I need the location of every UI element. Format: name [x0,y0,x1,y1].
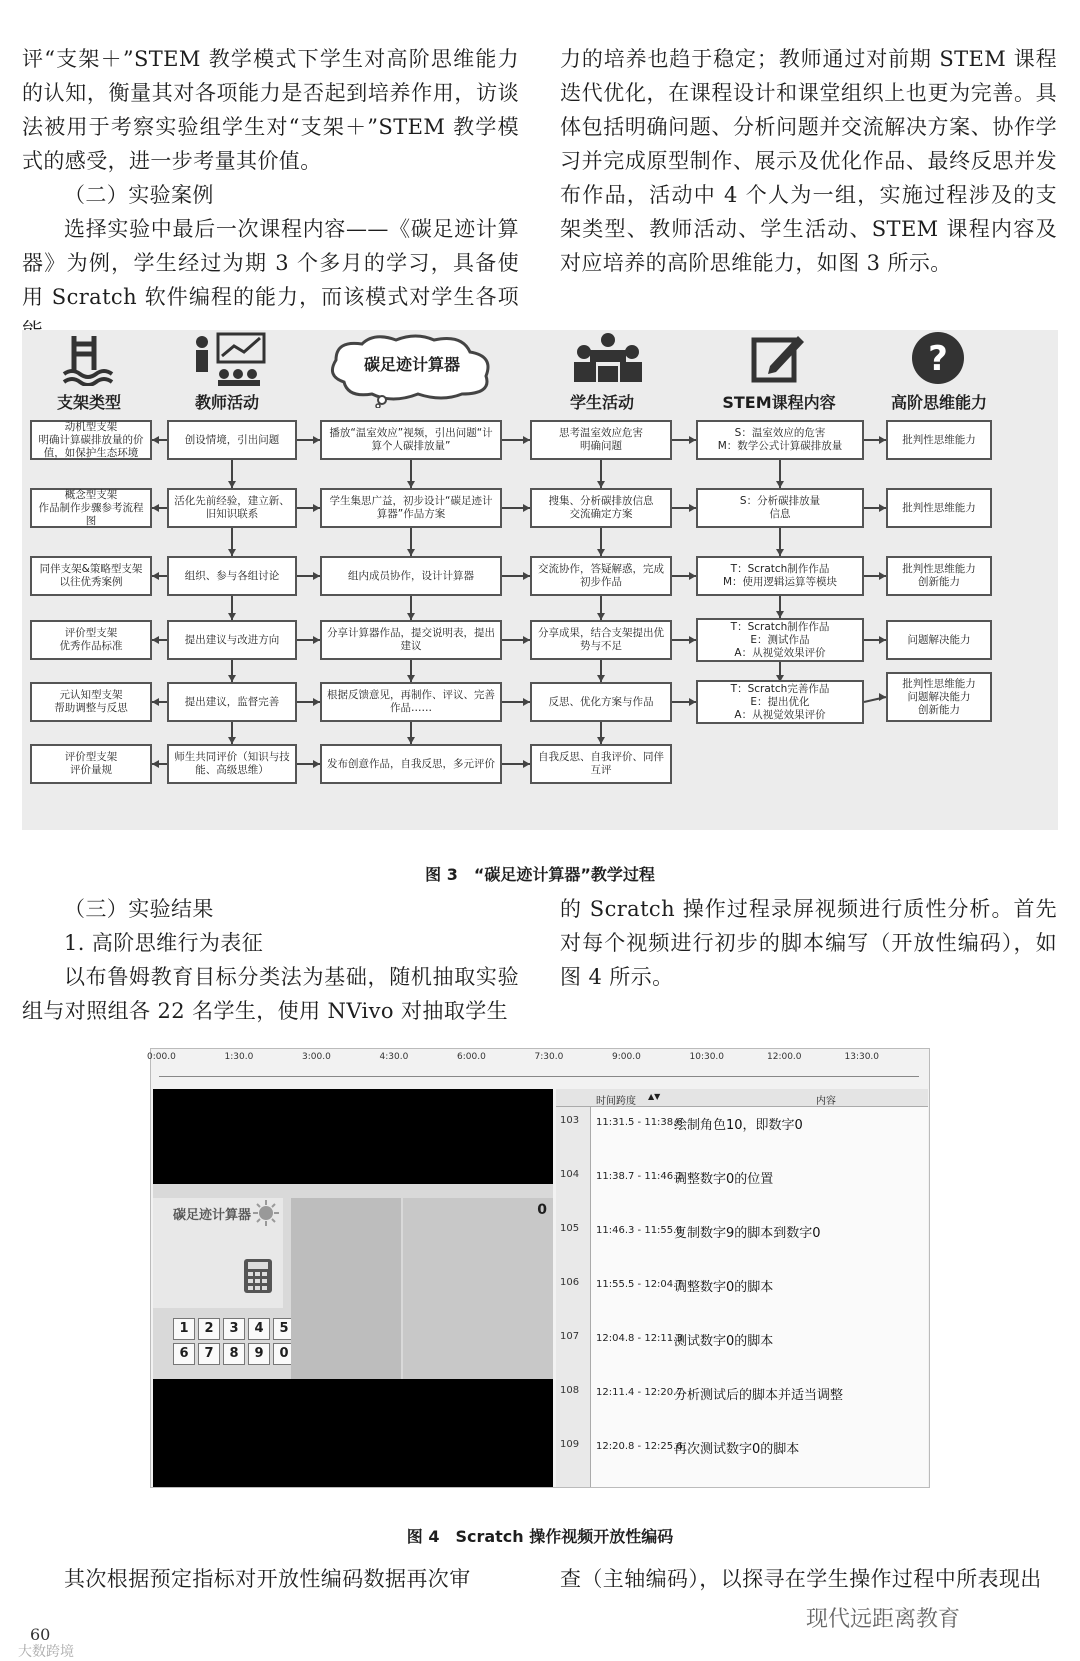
ability-box: 批判性思维能力 [886,488,992,528]
arrow-head [228,481,236,488]
row-number: 109 [560,1439,580,1450]
scaffold-box: 评价型支架 评价量规 [30,744,152,784]
scaffold-box: 评价型支架 优秀作品标准 [30,620,152,660]
arrow-head [879,636,886,644]
section-heading: （三）实验结果 [64,897,214,921]
sort-icon[interactable]: ▲▼ [648,1092,661,1101]
keypad-key: 3 [223,1318,245,1340]
arrow-head [152,436,159,444]
teacher-activity-box: 师生共同评价（知识与技能、高级思维） [167,744,297,784]
subsection-heading: 1. 高阶思维行为表征 [64,931,264,955]
stem-content-box: T：Scratch制作作品 M：使用逻辑运算等模块 [696,556,864,596]
scratch-stage-title: 碳足迹计算器 [173,1208,252,1223]
time-span-cell: 11:38.7 - 11:46.2 [596,1171,683,1182]
scratch-code-area [403,1198,553,1379]
arrow-head [689,504,696,512]
arrow-head [313,572,320,580]
time-span-cell: 12:04.8 - 12:11.3 [596,1333,683,1344]
table-row[interactable] [556,1109,928,1165]
table-row[interactable] [556,1271,928,1327]
stem-content-box: T：Scratch完善作品 E：提出优化 A：从视觉效果评价 [696,680,864,724]
timeline-tick-label: 0:00.0 [147,1052,176,1062]
teacher-activity-box: 提出建议，监督完善 [167,682,297,722]
arrow-head [523,436,530,444]
student-activity-box: 分享成果，结合支架提出优势与不足 [530,620,672,660]
arrow-head [879,693,886,701]
arrow-head [152,572,159,580]
svg-text:?: ? [928,339,948,379]
meeting-group-icon [570,332,646,384]
header-student-activity: 学生活动 [569,393,634,412]
header-hot-ability: 高阶思维能力 [890,393,987,412]
learning-activity-box: 发布创意作品，自我反思，多元评价 [320,744,502,784]
arrow-head [152,504,159,512]
edit-pencil-icon [750,330,808,386]
video-player[interactable] [153,1089,553,1487]
stage-counter: 0 [537,1202,547,1218]
scaffold-box: 同伴支架&策略型支架 以往优秀案例 [30,556,152,596]
page-number: 60 [30,1625,51,1644]
calculator-icon [243,1258,273,1294]
teacher-activity-box: 创设情境，引出问题 [167,420,297,460]
content-cell: 复制数字9的脚本到数字0 [674,1226,821,1241]
ability-box: 批判性思维能力 创新能力 [886,556,992,596]
teacher-activity-box: 提出建议与改进方向 [167,620,297,660]
keypad-key: 9 [248,1343,270,1365]
coding-table [556,1089,928,1487]
student-activity-box: 自我反思、自我评价、同伴互评 [530,744,672,784]
scratch-block-palette [291,1198,401,1379]
scaffold-box: 概念型支架 作品制作步骤参考流程图 [30,488,152,528]
ability-box: 批判性思维能力 [886,420,992,460]
content-cell: 分析测试后的脚本并适当调整 [674,1388,844,1403]
teacher-activity-box: 组织、参与各组讨论 [167,556,297,596]
arrow-head [313,698,320,706]
ability-box: 批判性思维能力 问题解决能力 创新能力 [886,672,992,722]
arrow-head [597,481,605,488]
arrow-head [407,613,415,620]
timeline-tick-label: 3:00.0 [302,1052,331,1062]
time-span-cell: 11:55.5 - 12:04.7 [596,1279,683,1290]
arrow-head [313,504,320,512]
table-header [556,1089,928,1107]
left-column-top [22,42,519,348]
teacher-activity-box: 活化先前经验，建立新、旧知识联系 [167,488,297,528]
table-row[interactable] [556,1163,928,1219]
arrow-head [407,675,415,682]
learning-activity-box: 播放“温室效应”视频，引出问题“计算个人碳排放量” [320,420,502,460]
table-row[interactable] [556,1379,928,1435]
teacher-presentation-icon [190,330,270,386]
learning-activity-box: 学生集思广益，初步设计“碳足迹计算器”作品方案 [320,488,502,528]
row-number: 103 [560,1115,580,1126]
row-number: 107 [560,1331,580,1342]
cloud-label: 碳足迹计算器 [363,355,460,374]
paragraph: 的 Scratch 操作过程录屏视频进行质性分析。首先对每个视频进行初步的脚本编写（开放性编码），如图 4 所示。 [560,897,1057,989]
arrow-head [523,572,530,580]
time-span-cell: 11:31.5 - 11:38.6 [596,1117,683,1128]
right-column-mid [560,892,1057,994]
arrow-head [689,698,696,706]
arrow-head [776,481,784,488]
paragraph: 以布鲁姆教育目标分类法为基础，随机抽取实验组与对照组各 22 名学生，使用 NVivo 对抽取学生 [22,965,519,1023]
learning-activity-box: 组内成员协作，设计计算器 [320,556,502,596]
arrow-head [597,613,605,620]
arrow-head [228,613,236,620]
right-column-top [560,42,1057,280]
learning-activity-box: 根据反馈意见，再制作、评议、完善作品…… [320,682,502,722]
stem-content-box: S：温室效应的危害 M：数学公式计算碳排放量 [696,420,864,460]
arrow-head [152,636,159,644]
paragraph: 力的培养也趋于稳定；教师通过对前期 STEM 课程迭代优化，在课程设计和课堂组织上也更为完善。具体包括明确问题、分析问题并交流解决方案、协作学习并完成原型制作、展示及优化作品、最终反思并发布作品，活动中 4 个人为一组，实施过程涉及的支架类型、教师活动、学生活动、STEM 课程内容及对应培养的高阶思维能力，如图 3 所示。 [560,47,1057,275]
content-cell: 调整数字0的脚本 [674,1280,774,1295]
arrow-head [689,572,696,580]
arrow-head [597,549,605,556]
right-column-bottom [560,1562,1057,1596]
paragraph: 查（主轴编码），以探寻在学生操作过程中所表现出 [560,1567,1042,1591]
paragraph: 其次根据预定指标对开放性编码数据再次审 [64,1567,471,1591]
student-activity-box: 交流协作，答疑解惑，完成初步作品 [530,556,672,596]
timeline-tick-label: 4:30.0 [379,1052,409,1062]
timeline-tick-label: 10:30.0 [689,1052,725,1062]
arrow-head [523,636,530,644]
time-span-cell: 11:46.3 - 11:55.4 [596,1225,683,1236]
timeline-tick-label: 9:00.0 [612,1052,641,1062]
arrow-head [523,504,530,512]
scaffold-box: 元认知型支架 帮助调整与反思 [30,682,152,722]
keypad-key: 4 [248,1318,270,1340]
arrow-head [776,549,784,556]
timeline-tick-label: 1:30.0 [224,1052,254,1062]
arrow-head [228,737,236,744]
time-span-header[interactable]: 时间跨度 [596,1096,636,1107]
row-number: 106 [560,1277,580,1288]
row-number: 108 [560,1385,580,1396]
arrow-head [228,549,236,556]
question-mark-icon [910,330,966,386]
number-keypad [173,1318,295,1365]
figure-4-caption: 图 4 Scratch 操作视频开放性编码 [406,1527,674,1546]
content-cell: 调整数字0的位置 [674,1172,774,1187]
arrow-head [879,504,886,512]
timeline-tick-label: 7:30.0 [534,1052,564,1062]
timeline-tick-label: 6:00.0 [457,1052,486,1062]
arrow-head [523,698,530,706]
keypad-key: 6 [173,1343,195,1365]
stem-content-box: T：Scratch制作作品 E：测试作品 A：从视觉效果评价 [696,618,864,662]
keypad-key: 0 [273,1343,295,1365]
time-span-cell: 12:11.4 - 12:20.7 [596,1387,683,1398]
arrow-head [152,698,159,706]
keypad-key: 2 [198,1318,220,1340]
learning-activity-box: 分享计算器作品，提交说明表，提出建议 [320,620,502,660]
arrow-head [597,737,605,744]
content-cell: 测试数字0的脚本 [674,1334,774,1349]
timeline-tick-label: 13:30.0 [844,1052,880,1062]
timeline-ruler[interactable] [159,1067,919,1077]
stem-content-box: S：分析碳排放量 信息 [696,488,864,528]
watermark-right: 现代远距离教育 [806,1607,961,1632]
scratch-stage [153,1198,283,1308]
paragraph: 评“支架＋”STEM 教学模式下学生对高阶思维能力的认知，衡量其对各项能力是否起到培养作用，访谈法被用于考察实验组学生对“支架＋”STEM 教学模式的感受，进一步考量其价值。 [22,47,519,173]
watermark-left: 大数跨境 [18,1644,74,1660]
timeline-tick-label: 12:00.0 [767,1052,802,1062]
keypad-key: 5 [273,1318,295,1340]
table-row[interactable] [556,1325,928,1381]
figure-4-nvivo-screenshot [147,1048,930,1488]
arrow-head [407,737,415,744]
arrow-head [776,611,784,618]
arrow-head [313,636,320,644]
left-column-bottom [22,1562,519,1596]
arrow-head [407,481,415,488]
pool-ladder-icon [60,330,120,386]
content-header[interactable]: 内容 [816,1096,836,1107]
keypad-key: 1 [173,1318,195,1340]
header-scaffold-type: 支架类型 [56,393,121,412]
content-cell: 再次测试数字0的脚本 [674,1442,800,1457]
content-cell: 绘制角色10，即数字0 [674,1118,803,1133]
arrow-head [313,436,320,444]
header-stem-content: STEM课程内容 [722,393,836,412]
arrow-head [313,760,320,768]
table-row[interactable] [556,1217,928,1273]
row-number: 104 [560,1169,580,1180]
student-activity-box: 搜集、分析碳排放信息 交流确定方案 [530,488,672,528]
ability-box: 问题解决能力 [886,620,992,660]
header-teacher-activity: 教师活动 [194,393,259,412]
left-column-mid [22,892,519,1028]
figure-3-teaching-process [22,330,1058,830]
table-row[interactable] [556,1433,928,1489]
arrow-head [152,760,159,768]
student-activity-box: 思考温室效应危害 明确问题 [530,420,672,460]
arrow-head [879,572,886,580]
keypad-key: 7 [198,1343,220,1365]
arrow-head [597,675,605,682]
scaffold-box: 动机型支架 明确计算碳排放量的价值，如保护生态环境 [30,420,152,460]
arrow-head [407,549,415,556]
arrow-head [689,636,696,644]
paragraph: 选择实验中最后一次课程内容——《碳足迹计算器》为例，学生经过为期 3 个多月的学习，具备使用 Scratch 软件编程的能力，而该模式对学生各项 [22,217,519,309]
arrow-head [228,675,236,682]
student-activity-box: 反思、优化方案与作品 [530,682,672,722]
arrow-head [689,436,696,444]
figure-3-caption: 图 3 “碳足迹计算器”教学过程 [425,865,655,884]
row-number: 105 [560,1223,580,1234]
keypad-key: 8 [223,1343,245,1365]
arrow-head [523,760,530,768]
scratch-screenshot [153,1184,553,1379]
section-heading: （二）实验案例 [64,183,214,207]
time-span-cell: 12:20.8 - 12:25.6 [596,1441,683,1452]
sun-icon [253,1200,279,1226]
arrow-head [879,436,886,444]
